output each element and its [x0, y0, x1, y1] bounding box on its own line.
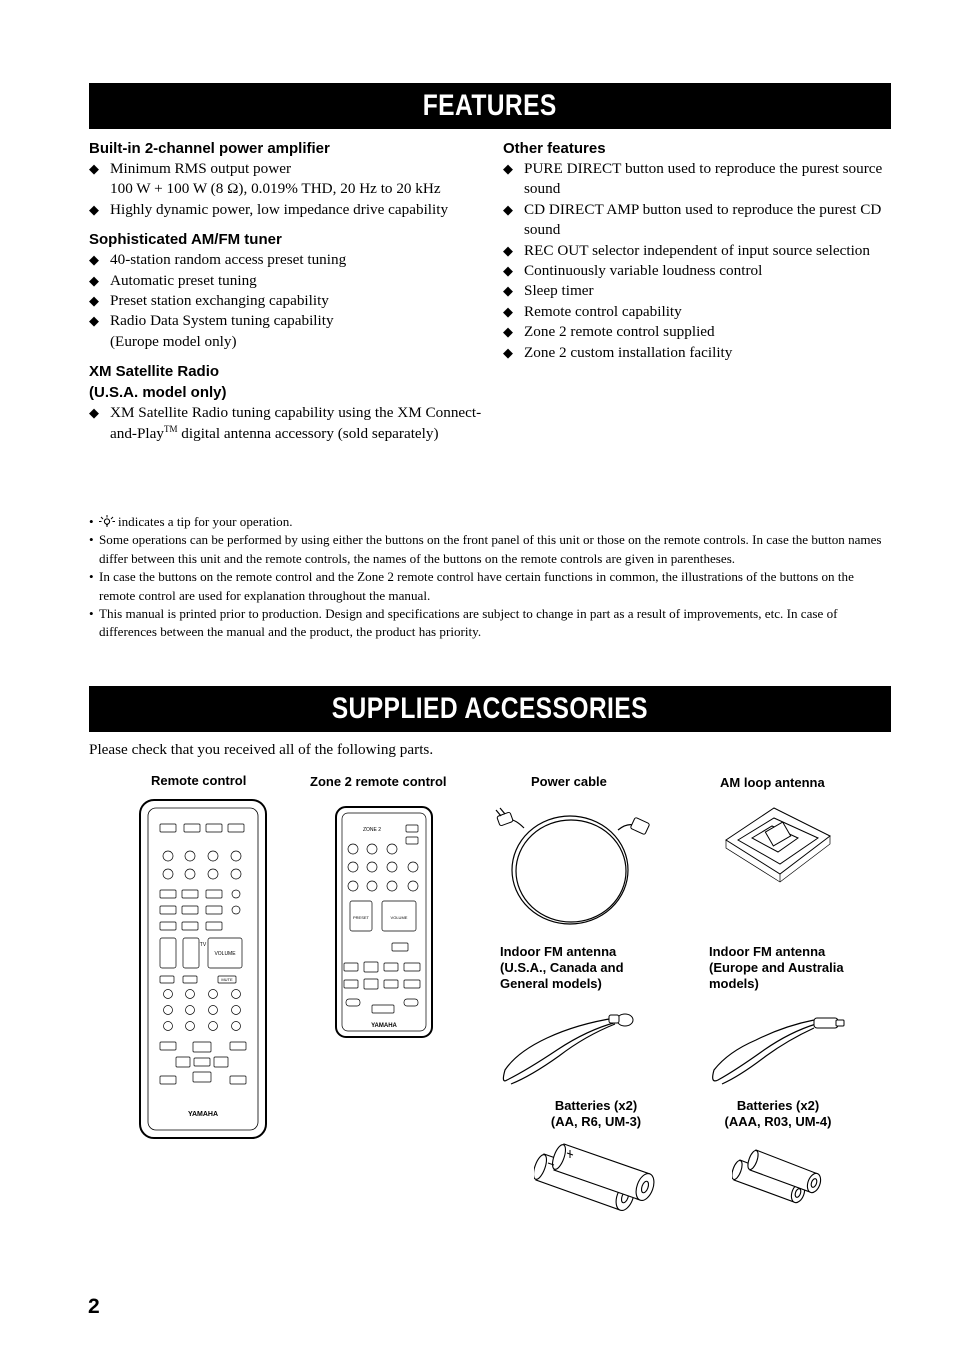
zone2-remote-image	[334, 805, 434, 1039]
am-antenna-label: AM loop antenna	[720, 775, 825, 790]
other-features-section	[503, 138, 898, 363]
amplifier-section	[89, 138, 484, 220]
batteries-aaa-image	[732, 1146, 824, 1208]
note-item: • Some operations can be performed by using either the buttons on the front panel of this unit or those on the remote controls. In case the button names differ between this unit and the remote controls, the names of the buttons on the remote controls are given in parentheses.	[89, 532, 882, 566]
feature-item: ◆ Sleep timer	[503, 282, 594, 300]
feature-item: ◆ XM Satellite Radio tuning capability using the XM Connect-and-Play™ digital antenna accessory (sold separately)	[89, 404, 482, 442]
fm-antenna-us-image	[497, 1000, 647, 1088]
svg-text:PRESET: PRESET	[352, 915, 370, 920]
features-left-column	[89, 138, 484, 453]
tip-icon	[99, 515, 115, 527]
features-banner	[89, 83, 891, 129]
accessories-banner	[89, 686, 891, 732]
feature-item: ◆ Continuously variable loudness control	[503, 262, 763, 280]
feature-item: ◆ PURE DIRECT button used to reproduce the purest source sound	[503, 160, 883, 198]
section-heading: XM Satellite Radio (U.S.A. model only)	[89, 363, 227, 402]
feature-item: ◆ Remote control capability	[503, 302, 682, 320]
feature-item: ◆ Minimum RMS output power 100 W + 100 W (8 Ω), 0.019% THD, 20 Hz to 20 kHz	[89, 160, 441, 198]
fm-antenna-eu-label: Indoor FM antenna (Europe and Australia models)	[709, 944, 844, 991]
svg-text:VOLUME: VOLUME	[214, 951, 236, 957]
feature-item: ◆ Zone 2 remote control supplied	[503, 323, 715, 341]
batteries-aaa-label: Batteries (x2) (AAA, R03, UM-4)	[724, 1098, 832, 1129]
feature-item: ◆ CD DIRECT AMP button used to reproduce the purest CD sound	[503, 200, 882, 239]
section-heading: Other features	[503, 140, 606, 157]
notes-list	[89, 513, 891, 642]
feature-item: ◆ Highly dynamic power, low impedance drive capability	[89, 200, 449, 218]
svg-text:VOLUME: VOLUME	[390, 915, 408, 920]
svg-text:YAMAHA: YAMAHA	[187, 1111, 219, 1118]
feature-item: ◆ 40-station random access preset tuning	[89, 251, 347, 269]
remote-control-label: Remote control	[151, 773, 247, 788]
section-heading: Built-in 2-channel power amplifier	[89, 140, 330, 157]
page-number: 2	[88, 1295, 100, 1318]
batteries-aa-label: Batteries (x2) (AA, R6, UM-3)	[550, 1098, 642, 1129]
feature-item: ◆ Radio Data System tuning capability (Europe model only)	[89, 312, 334, 350]
am-antenna-image	[718, 796, 838, 888]
power-cable-label: Power cable	[531, 774, 607, 789]
features-title: FEATURES	[422, 89, 558, 122]
remote-control-image	[138, 798, 268, 1140]
note-item: • This manual is printed prior to production. Design and specifications are subject to change in part as a result of improvements, etc. In case of differences between the manual and the product, the product has priority.	[89, 606, 838, 640]
note-item: • In case the buttons on the remote control and the Zone 2 remote control have certain functions in common, the illustrations of the buttons on the remote control are used for explanation throughout the manual.	[89, 569, 854, 603]
svg-text:MUTE: MUTE	[221, 977, 233, 982]
section-heading: Sophisticated AM/FM tuner	[89, 231, 282, 249]
zone2-remote-label: Zone 2 remote control	[310, 774, 447, 789]
note-item: • indicates a tip for your operation.	[89, 514, 293, 529]
svg-text:TV: TV	[199, 942, 207, 948]
xm-section	[89, 361, 484, 444]
accessories-intro: Please check that you received all of the following parts.	[89, 741, 434, 758]
feature-item: ◆ Preset station exchanging capability	[89, 292, 329, 310]
feature-item: ◆ Zone 2 custom installation facility	[503, 343, 733, 361]
fm-antenna-us-label: Indoor FM antenna (U.S.A., Canada and General models)	[500, 944, 624, 991]
power-cable-image	[494, 800, 654, 930]
svg-text:ZONE 2: ZONE 2	[362, 827, 382, 833]
fm-antenna-eu-image	[706, 1000, 856, 1088]
features-right-column	[503, 138, 898, 372]
accessories-title: SUPPLIED ACCESSORIES	[331, 692, 649, 725]
tuner-section	[89, 229, 484, 352]
batteries-aa-image	[534, 1138, 658, 1218]
svg-text:YAMAHA: YAMAHA	[371, 1023, 397, 1029]
feature-item: ◆ REC OUT selector independent of input source selection	[503, 241, 870, 259]
feature-item: ◆ Automatic preset tuning	[89, 271, 257, 289]
